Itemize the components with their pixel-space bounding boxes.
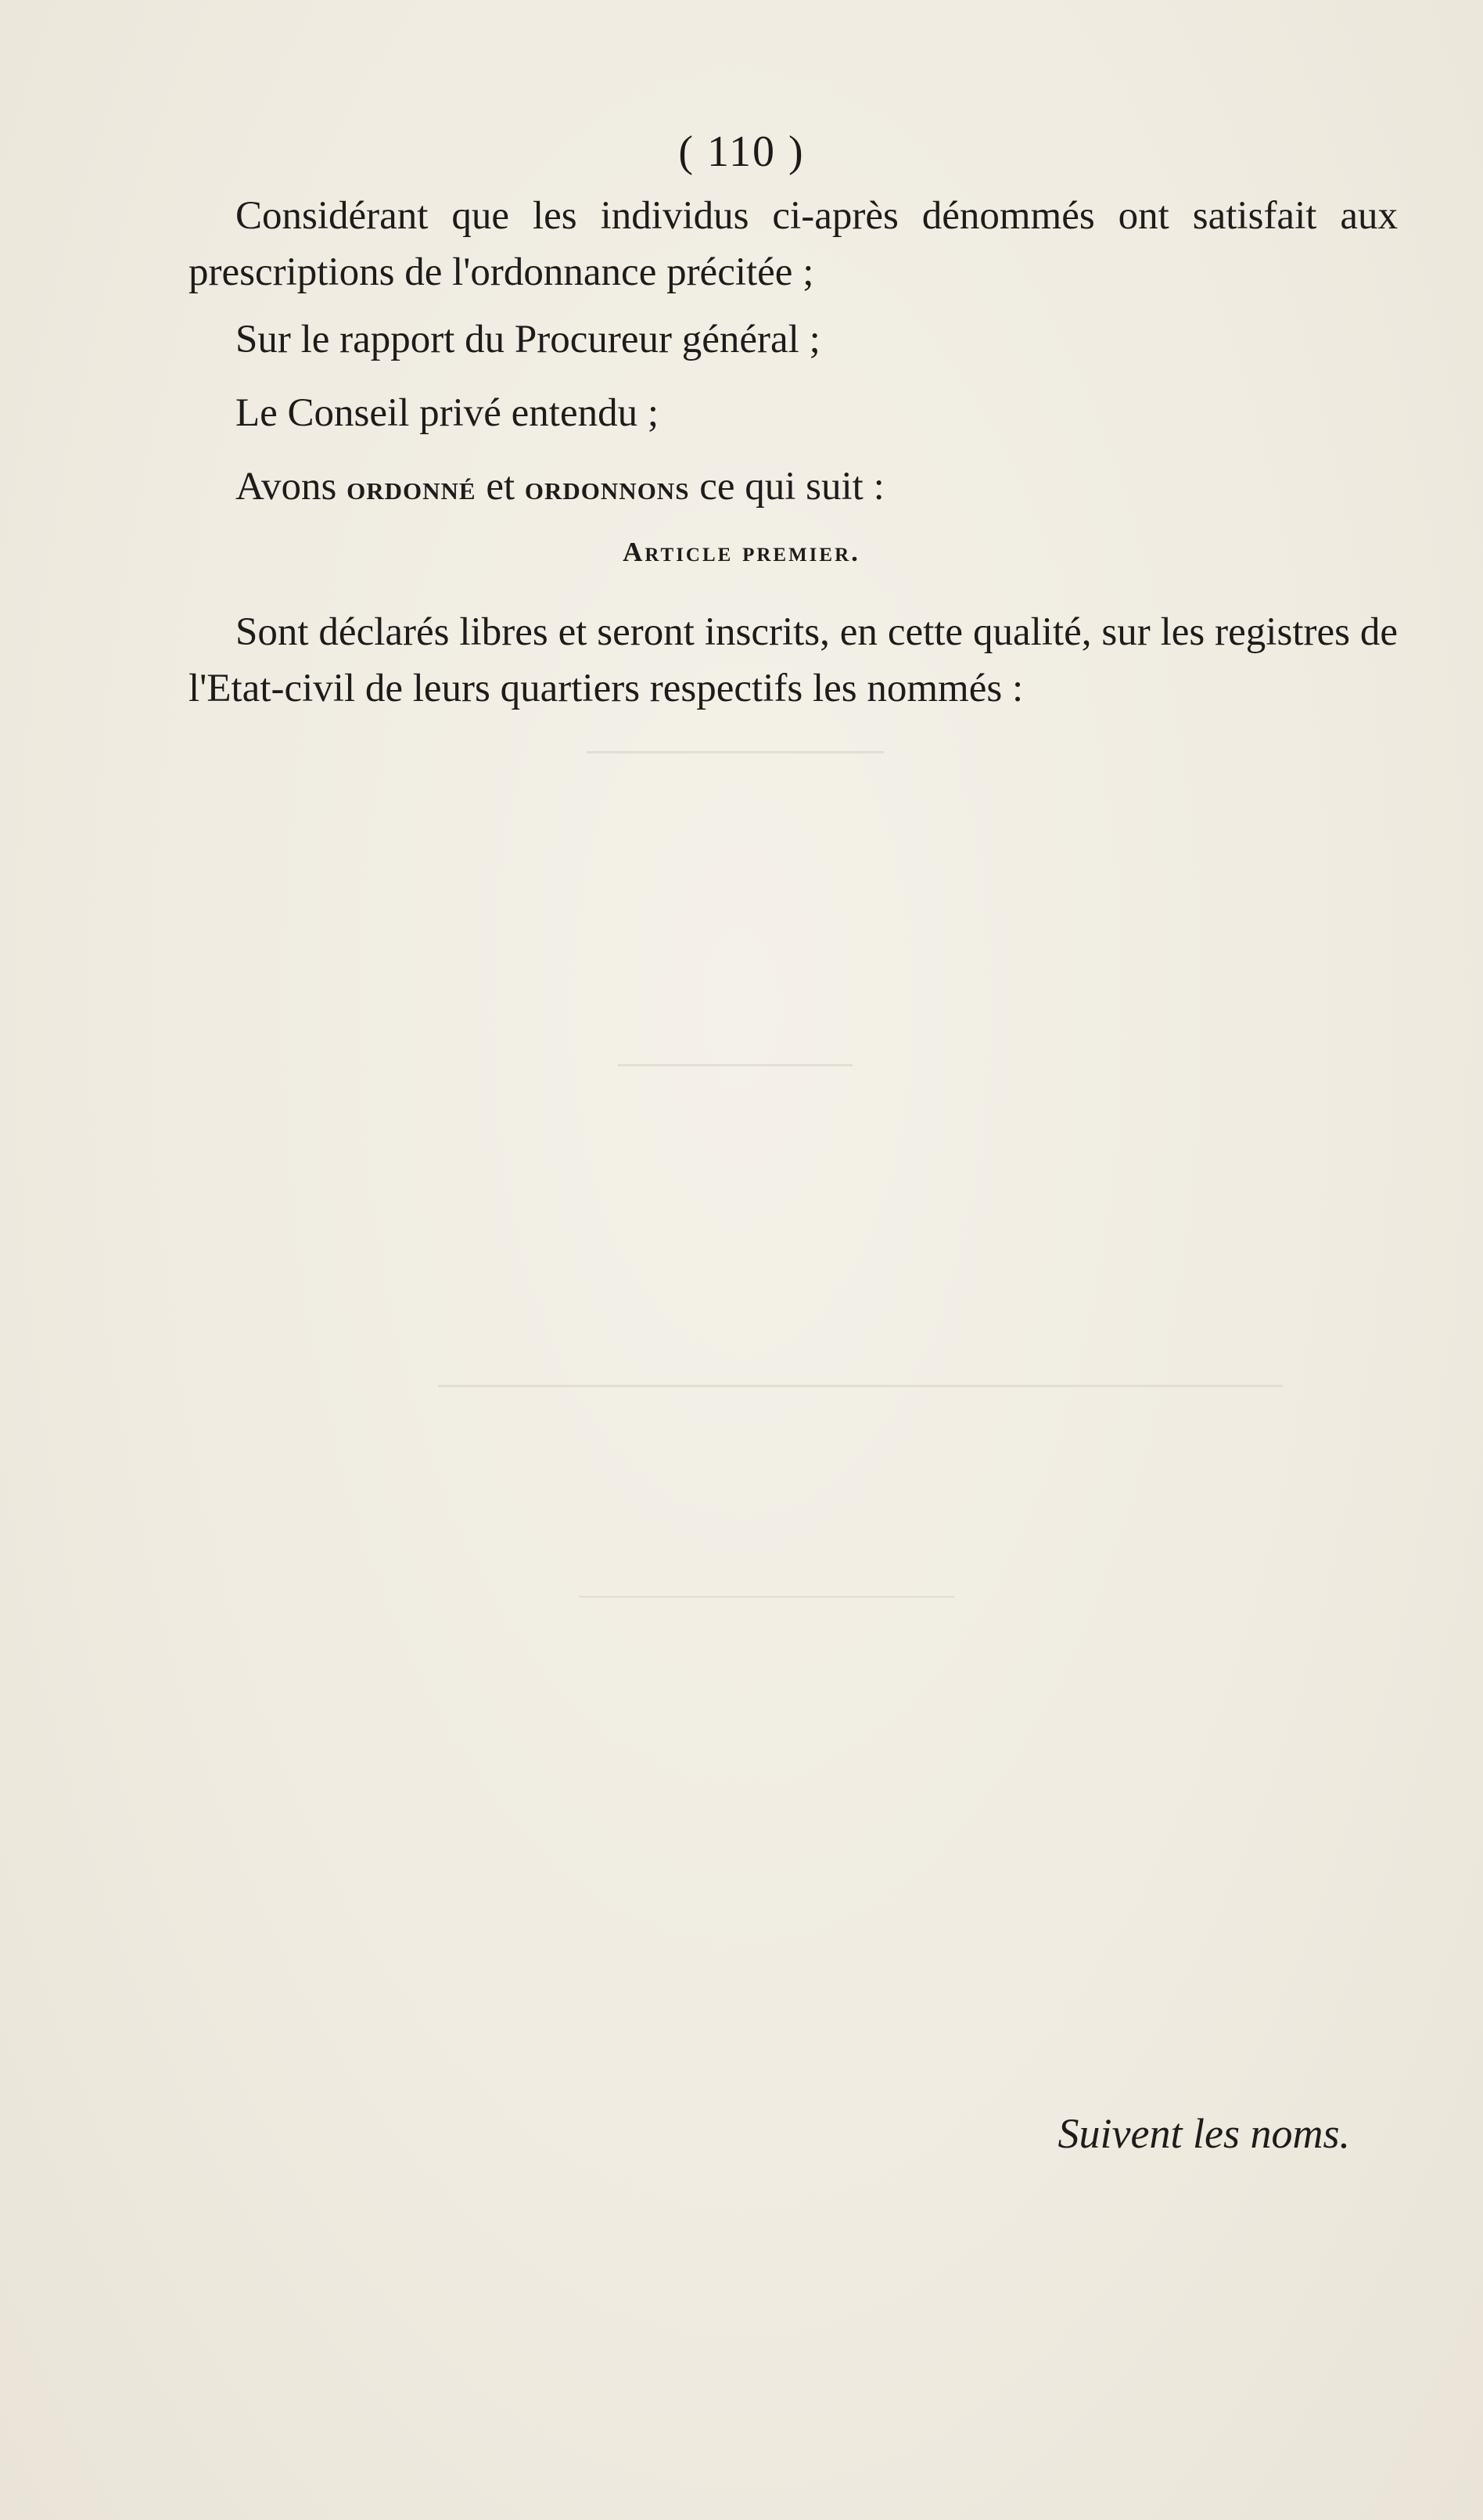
signoff-note: Suivent les noms. bbox=[1057, 2110, 1350, 2157]
show-through-rule bbox=[618, 1064, 853, 1066]
paragraph-ordonnons-end: ce qui suit : bbox=[689, 465, 885, 509]
paragraph-ordonnons-start: Avons bbox=[235, 465, 337, 509]
paragraph-ordonnons-mid: et bbox=[476, 465, 525, 509]
paragraph-ordonnons-word-2: ordonnons bbox=[524, 469, 690, 507]
show-through-rule bbox=[579, 1596, 954, 1598]
paragraph-conseil: Le Conseil privé entendu ; bbox=[235, 391, 659, 435]
paragraph-ordonnons bbox=[189, 458, 1398, 516]
paragraph-rapport: Sur le rapport du Procureur général ; bbox=[235, 318, 820, 361]
page-number: ( 110 ) bbox=[678, 128, 805, 176]
show-through-rule bbox=[587, 751, 884, 753]
article-heading: Article premier. bbox=[623, 537, 860, 567]
show-through-rule bbox=[438, 1385, 1283, 1387]
paragraph-ordonnons-word-1: ordonné bbox=[347, 469, 476, 507]
paragraph-declares-libres: Sont déclarés libres et seront inscrits, en cette qualité, sur les registres de l'Etat-civil de leurs quartiers respectifs les nommés : bbox=[189, 610, 1398, 710]
paragraph-considerant: Considérant que les individus ci-après dénommés ont satisfait aux prescriptions de l'ordonnance précitée ; bbox=[189, 194, 1398, 294]
